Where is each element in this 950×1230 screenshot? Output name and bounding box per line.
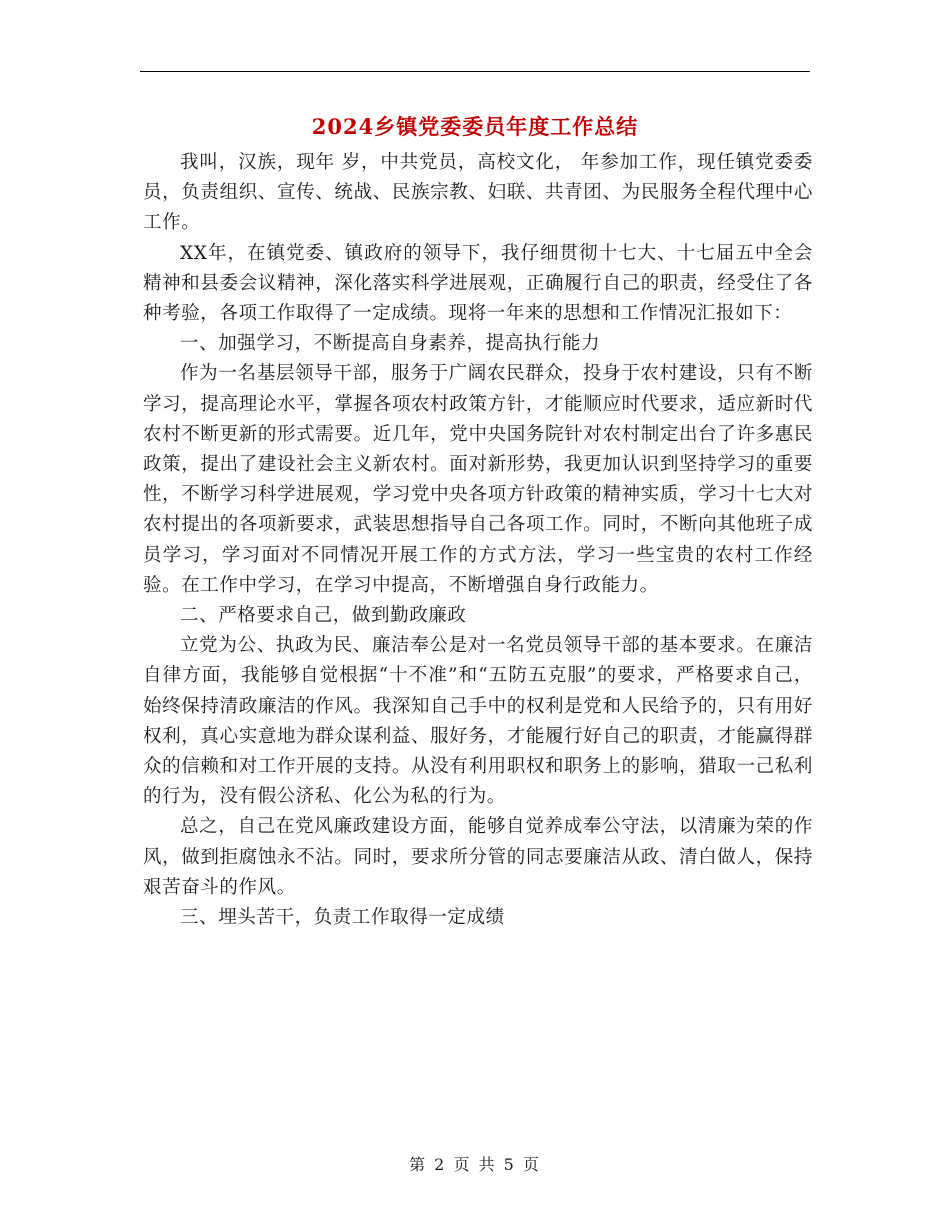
paragraph-study: 作为一名基层领导干部，服务于广阔农民群众，投身于农村建设，只有不断学习，提高理论水平，掌握各项农村政策方针，才能顺应时代要求，适应新时代农村不断更新的形式需要。近几年，党中央国务院针对农村制定出台了许多惠民政策，提出了建设社会主义新农村。面对新形势，我更加认识到坚持学习的重要性，不断学习科学进展观，学习党中央各项方针政策的精神实质，学习十七大对农村提出的各项新要求，武装思想指导自己各项工作。同时，不断向其他班子成员学习，学习面对不同情况开展工作的方式方法，学习一些宝贵的农村工作经验。在工作中学习，在学习中提高，不断增强自身行政能力。 — [143, 363, 813, 596]
header-rule — [140, 71, 810, 72]
paragraph-summary: 总之，自己在党风廉政建设方面，能够自觉养成奉公守法，以清廉为荣的作风，做到拒腐蚀永不沾。同时，要求所分管的同志要廉洁从政、清白做人，保持艰苦奋斗的作风。 — [143, 816, 813, 898]
paragraph-integrity: 立党为公、执政为民、廉洁奉公是对一名党员领导干部的基本要求。在廉洁自律方面，我能够自觉根据“十不准”和“五防五克服”的要求，严格要求自己，始终保持清政廉洁的作风。我深知自己手中的权利是党和人民给予的，只有用好权利，真心实意地为群众谋利益、服好务，才能履行好自己的职责，才能赢得群众的信赖和对工作开展的支持。从没有利用职权和职务上的影响，猎取一己私利的行为，没有假公济私、化公为私的行为。 — [143, 635, 813, 808]
section-heading-2: 二、严格要求自己，做到勤政廉政 — [180, 605, 467, 627]
section-heading-3: 三、埋头苦干，负责工作取得一定成绩 — [180, 907, 505, 929]
paragraph-overview: XX年，在镇党委、镇政府的领导下，我仔细贯彻十七大、十七届五中全会精神和县委会议精神，深化落实科学进展观，正确履行自己的职责，经受住了各种考验，各项工作取得了一定成绩。现将一年来的思想和工作情况汇报如下： — [143, 242, 813, 325]
document-body — [143, 148, 813, 933]
page-number: 第 2 页 共 5 页 — [409, 1155, 541, 1174]
section-heading-1: 一、加强学习，不断提高自身素养，提高执行能力 — [180, 333, 601, 355]
document-title: 2024乡镇党委委员年度工作总结 — [311, 114, 639, 139]
paragraph-intro: 我叫，汉族，现年 岁，中共党员，高校文化， 年参加工作，现任镇党委委员，负责组织、宣传、统战、民族宗教、妇联、共青团、为民服务全程代理中心工作。 — [143, 152, 813, 234]
